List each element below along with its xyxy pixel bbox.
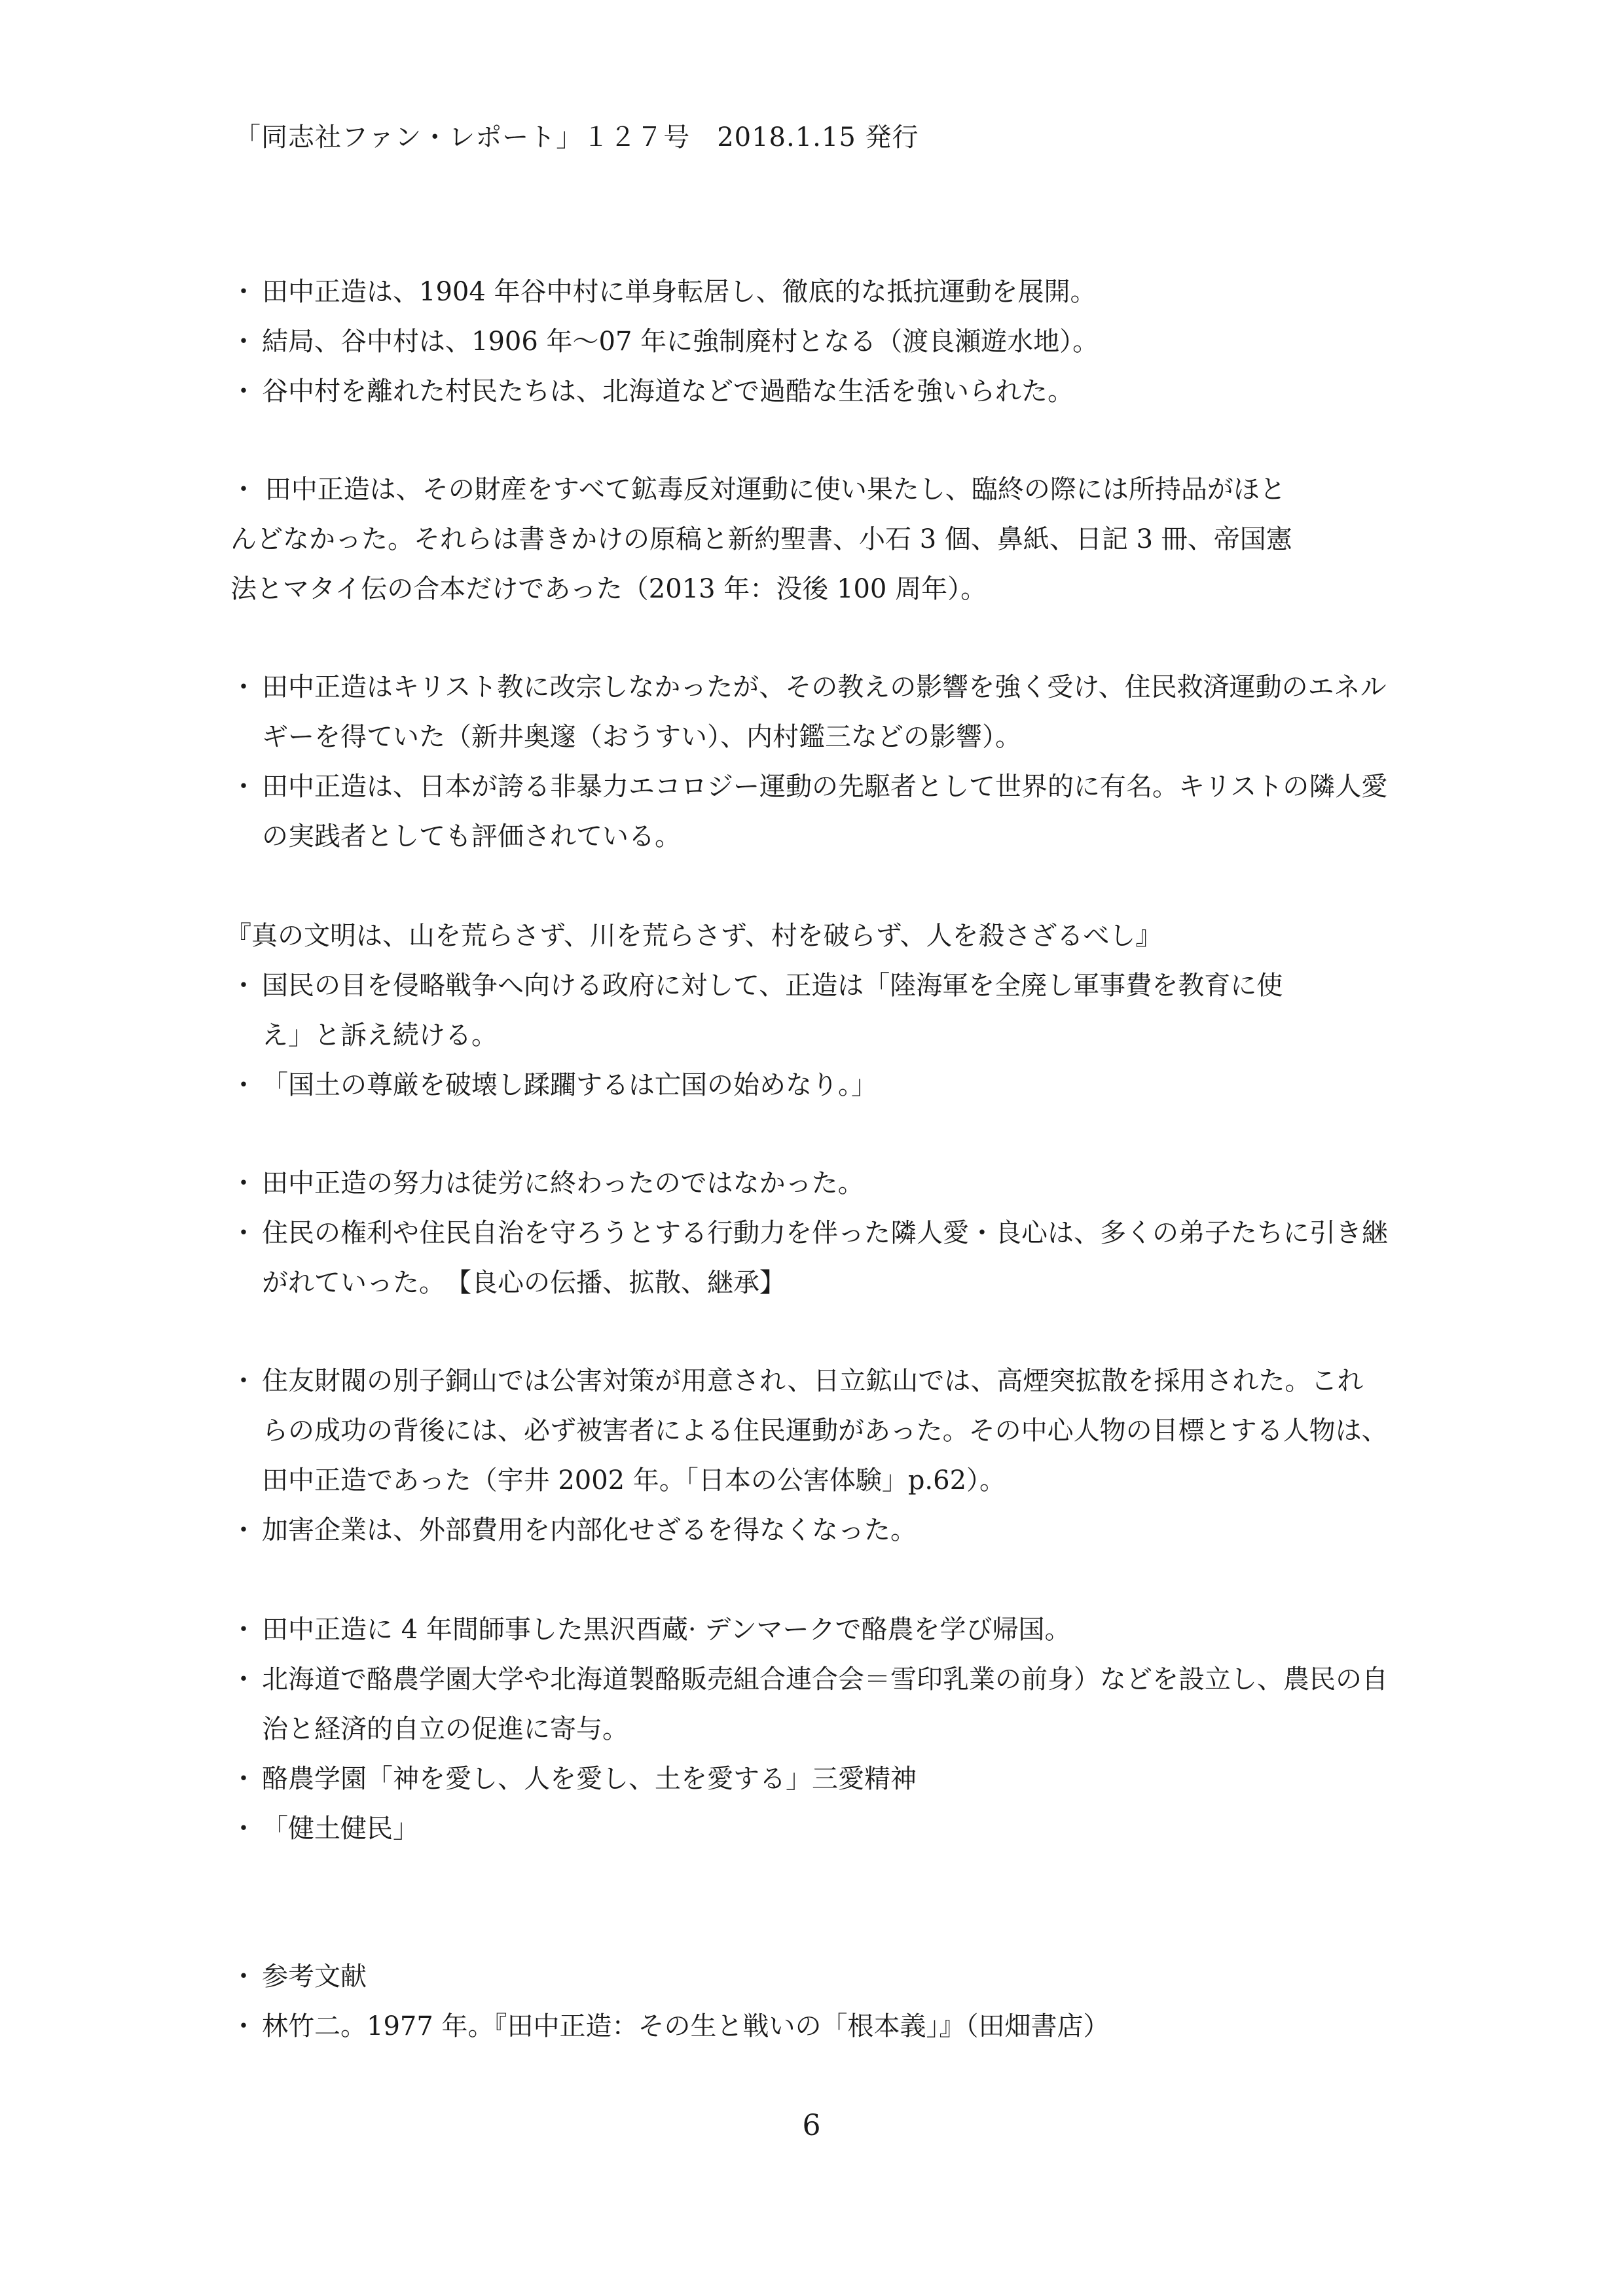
list-item: ・ 国民の目を侵略戦争へ向ける政府に対して、正造は「陸海軍を全廃し軍事費を教育に使え」と訴え続ける。 <box>230 961 1389 1060</box>
quote: 『真の文明は、山を荒らさず、川を荒らさず、村を破らず、人を殺さざるべし』 <box>225 921 1162 951</box>
list-item: ・ 田中正造はキリスト教に改宗しなかったが、その教えの影響を強く受け、住民救済運動のエネルギーを得ていた（新井奥邃（おうすい）、内村鑑三などの影響）。 <box>230 662 1389 762</box>
bullet: ・ <box>230 1515 257 1545</box>
bullet: ・ <box>230 1168 257 1198</box>
bullet: ・ <box>230 277 257 307</box>
list-item: ・ 谷中村を離れた村民たちは、北海道などで過酷な生活を強いられた。 <box>230 367 1389 416</box>
bullet: ・ <box>230 971 257 1001</box>
bullet: ・ <box>230 1070 257 1100</box>
bullet: ・ <box>230 1218 257 1248</box>
list-item: ・ 結局、谷中村は、1906 年〜07 年に強制廃村となる（渡良瀬遊水地）。 <box>230 317 1389 367</box>
list-item: ・ 田中正造の努力は徒労に終わったのではなかった。 <box>230 1158 1389 1208</box>
list-item: ・ 加害企業は、外部費用を内部化せざるを得なくなった。 <box>230 1505 1389 1555</box>
bullet: ・ <box>230 672 257 702</box>
bullet: ・ <box>230 327 257 357</box>
list-item: ・ 田中正造に 4 年間師事した黒沢酉蔵· デンマークで酪農を学び帰国。 <box>230 1605 1389 1655</box>
list-item: ・ 参考文献 <box>230 1952 1389 2001</box>
list-item: ・ 住友財閥の別子銅山では公害対策が用意され、日立鉱山では、高煙突拡散を採用された。これらの成功の背後には、必ず被害者による住民運動があった。その中心人物の目標とする人物は、田中正造であった（宇井 2002 年。「日本の公害体験」p.62）。 <box>230 1356 1389 1505</box>
list-item: ・ 田中正造は、1904 年谷中村に単身転居し、徹底的な抵抗運動を展開。 <box>230 267 1389 317</box>
bullet: ・ <box>230 376 257 406</box>
bullet: ・ <box>230 1764 257 1794</box>
bullet: ・ <box>230 1615 257 1645</box>
bullet: ・ <box>230 1366 257 1396</box>
list-item: ・ 田中正造は、日本が誇る非暴力エコロジー運動の先駆者として世界的に有名。キリストの隣人愛の実践者としても評価されている。 <box>230 762 1389 861</box>
section-possessions <box>230 465 1389 614</box>
paragraph-line: 法とマタイ伝の合本だけであった（2013 年：没後 100 周年）。 <box>230 574 987 604</box>
section-references <box>230 1952 1389 2051</box>
page-number: 6 <box>802 2109 821 2142</box>
paragraph-line: ・ 田中正造は、その財産をすべて鉱毒反対運動に使い果たし、臨終の際には所持品がほと <box>230 475 1286 505</box>
bullet: ・ <box>230 1814 257 1844</box>
list-item: ・ 「国土の尊厳を破壊し蹂躙するは亡国の始めなり。」 <box>230 1060 1389 1110</box>
section-legacy <box>230 1158 1389 1308</box>
bullet: ・ <box>230 1664 257 1695</box>
list-item: ・ 林竹二。1977 年。『田中正造：その生と戦いの「根本義」』（田畑書店） <box>230 2001 1389 2051</box>
paragraph-line: んどなかった。それらは書きかけの原稿と新約聖書、小石 3 個、鼻紙、日記 3 冊、帝国憲 <box>230 524 1292 554</box>
section-pollution-measures <box>230 1356 1389 1555</box>
section-civilization-quote <box>225 911 1389 1110</box>
list-item: ・ 住民の権利や住民自治を守ろうとする行動力を伴った隣人愛・良心は、多くの弟子たちに引き継がれていった。 【良心の伝播、拡散、継承】 <box>230 1208 1389 1308</box>
section-yanaka <box>230 267 1389 416</box>
section-kurosawa <box>230 1605 1389 1854</box>
section-christianity <box>230 662 1389 861</box>
list-item: ・ 酪農学園「神を愛し、人を愛し、土を愛する」三愛精神 <box>230 1754 1389 1804</box>
bullet: ・ <box>230 2011 257 2041</box>
list-item: ・ 北海道で酪農学園大学や北海道製酪販売組合連合会＝雪印乳業の前身）などを設立し、農民の自治と経済的自立の促進に寄与。 <box>230 1655 1389 1754</box>
bullet: ・ <box>230 772 257 802</box>
document-header: 「同志社ファン・レポート」１２７号 2018.1.15 発行 <box>234 122 919 152</box>
list-item: ・ 「健土健民」 <box>230 1804 1389 1854</box>
bullet: ・ <box>230 1962 257 1992</box>
